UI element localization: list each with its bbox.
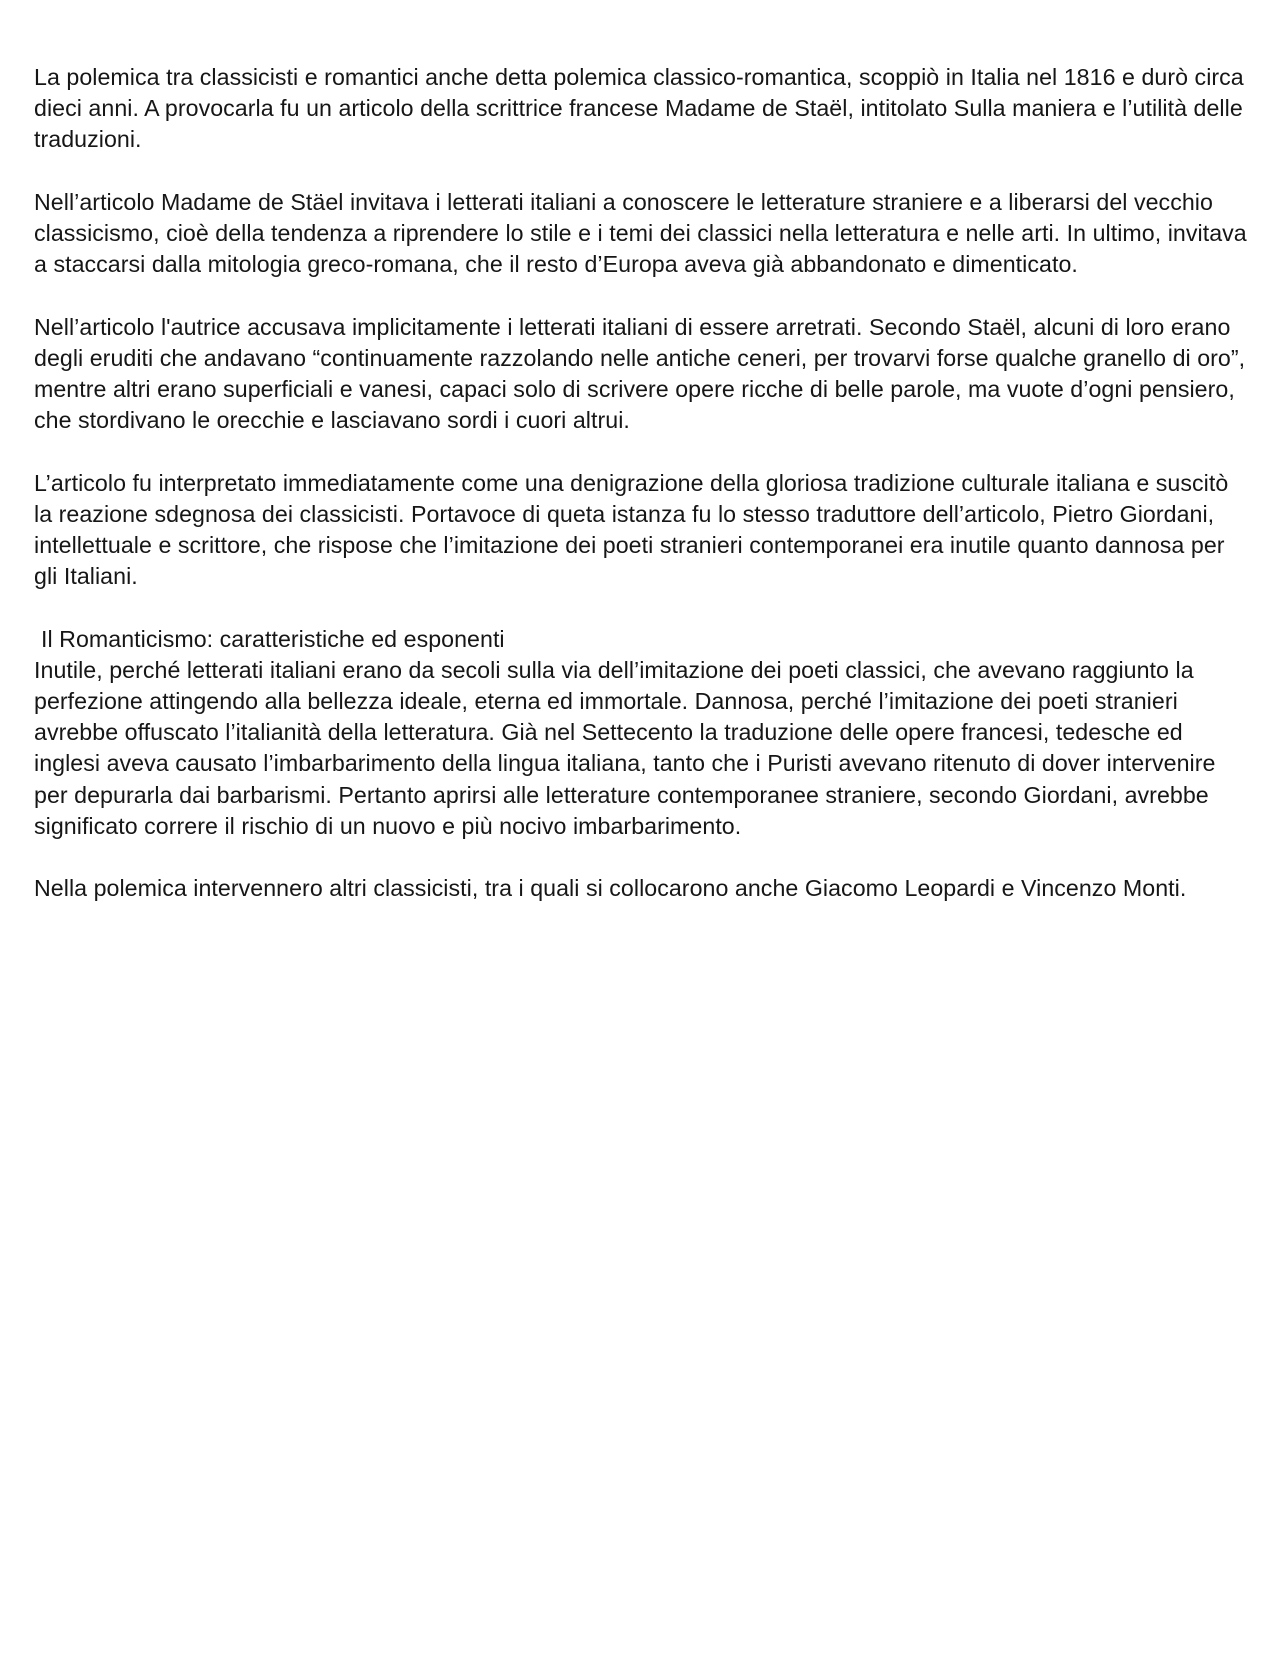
document-body — [34, 62, 1250, 936]
paragraph-2: Nell’articolo Madame de Stäel invitava i letterati italiani a conoscere le letterature straniere e a liberarsi del vecchio classicismo, cioè della tendenza a riprendere lo stile e i temi dei classici nella letteratura e nelle arti. In ultimo, invitava a staccarsi dalla mitologia greco-romana, che il resto d’Europa aveva già abbandonato e dimenticato. — [34, 188, 1247, 278]
paragraph-1: La polemica tra classicisti e romantici anche detta polemica classico-romantica, scoppiò in Italia nel 1816 e durò circa dieci anni. A provocarla fu un articolo della scrittrice francese Madame de Staël, intitolato Sulla maniera e l’utilità delle traduzioni. — [34, 64, 1244, 153]
paragraph-3: Nell’articolo l'autrice accusava implicitamente i letterati italiani di essere arretrati. Secondo Staël, alcuni di loro erano degli eruditi che andavano “continuamente razzolando nelle antiche ceneri, per trovarvi forse qualche granello di oro”, mentre altri erano superficiali e vanesi, capaci solo di scrivere opere ricche di belle parole, ma vuote d’ogni pensiero, che stordivano le orecchie e lasciavano sordi i cuori altrui. — [34, 313, 1246, 434]
paragraph-4: L’articolo fu interpretato immediatamente come una denigrazione della gloriosa tradizione culturale italiana e suscitò la reazione sdegnosa dei classicisti. Portavoce di queta istanza fu lo stesso traduttore dell’articolo, Pietro Giordani, intellettuale e scrittore, che rispose che l’imitazione dei poeti stranieri contemporanei era inutile quanto dannosa per gli Italiani. — [34, 469, 1229, 590]
paragraph-5: Inutile, perché letterati italiani erano da secoli sulla via dell’imitazione dei poeti classici, che avevano raggiunto la perfezione attingendo alla bellezza ideale, eterna ed immortale. Dannosa, perché l’imitazione dei poeti stranieri avrebbe offuscato l’italianità della letteratura. Già nel Settecento la traduzione delle opere francesi, tedesche ed inglesi aveva causato l’imbarbarimento della lingua italiana, tanto che i Puristi avevano ritenuto di dover intervenire per depurarla dai barbarismi. Pertanto aprirsi alle letterature contemporanee straniere, secondo Giordani, avrebbe significato correre il rischio di un nuovo e più nocivo imbarbarimento. — [34, 656, 1216, 839]
paragraph-6: Nella polemica intervennero altri classicisti, tra i quali si collocarono anche Giacomo Leopardi e Vincenzo Monti. — [34, 875, 1187, 902]
section-heading: Il Romanticismo: caratteristiche ed esponenti — [41, 625, 505, 652]
